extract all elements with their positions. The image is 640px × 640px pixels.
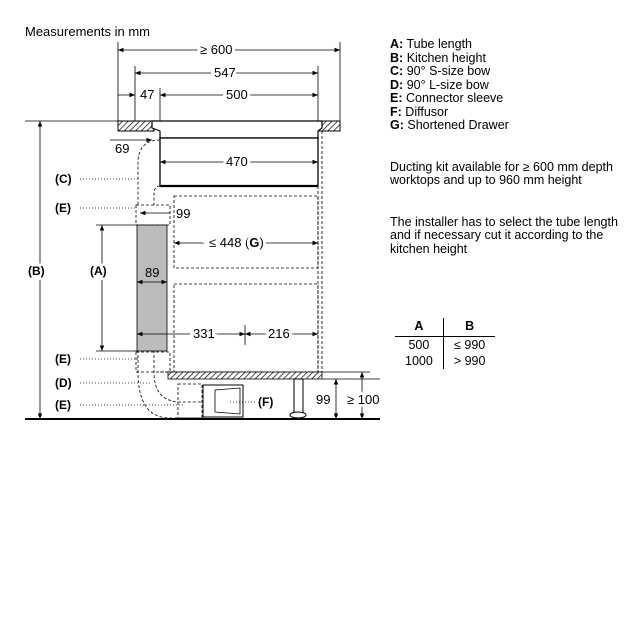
label-A: (A) — [90, 264, 107, 278]
plinth-panel — [168, 372, 322, 379]
dim-89: 89 — [145, 265, 160, 280]
table-header-A: A — [395, 318, 443, 337]
dim-500: 500 — [226, 87, 248, 102]
legend-text: 90° L-size bow — [406, 77, 489, 92]
legend-text: Kitchen height — [406, 50, 486, 65]
label-D: (D) — [55, 376, 72, 390]
dim-448 — [209, 235, 264, 250]
label-B: (B) — [28, 264, 45, 278]
legend-panel — [390, 38, 630, 256]
legend-key: D: — [390, 77, 404, 92]
legend-item — [390, 92, 630, 106]
dim-216: 216 — [268, 326, 290, 341]
legend-key: G: — [390, 118, 404, 132]
table-cell: 1000 — [395, 353, 443, 369]
tube — [137, 225, 167, 351]
dim-99-right: 99 — [316, 392, 331, 407]
dim-448-prefix: ≤ 448 ( — [209, 235, 250, 250]
label-E-bottom: (E) — [55, 398, 71, 412]
dim-99-top: 99 — [176, 206, 191, 221]
label-E-top: (E) — [55, 201, 71, 215]
table-cell: 500 — [395, 337, 443, 354]
leg-foot — [290, 412, 306, 418]
legend-key: E: — [390, 91, 403, 105]
cabinet-leg — [294, 379, 303, 413]
dim-100: ≥ 100 — [347, 392, 380, 407]
table-header-B: B — [443, 318, 495, 337]
dim-331: 331 — [193, 326, 215, 341]
table-row — [395, 353, 495, 369]
table-header-row — [395, 318, 495, 337]
dim-69: 69 — [115, 141, 130, 156]
legend-text: Connector sleeve — [405, 91, 504, 105]
dim-47: 47 — [140, 87, 155, 102]
legend-key: A: — [390, 37, 404, 51]
dim-448-suffix: ) — [259, 235, 264, 250]
legend-item — [390, 119, 630, 133]
legend-text: Tube length — [406, 37, 473, 51]
legend-item — [390, 65, 630, 79]
legend-text: 90° S-size bow — [406, 64, 491, 78]
dim-448-letter: G — [249, 235, 260, 250]
legend-key: B: — [390, 50, 404, 65]
legend-item — [390, 79, 630, 93]
note-ducting-kit: Ducting kit available for ≥ 600 mm depth worktops and up to 960 mm height — [390, 159, 613, 187]
label-C: (C) — [55, 172, 72, 186]
tube-length-table — [395, 318, 495, 369]
hob-body — [152, 121, 322, 138]
legend-item — [390, 38, 630, 52]
dim-600: ≥ 600 — [200, 42, 233, 57]
diagram-title: Measurements in mm — [25, 24, 150, 39]
table-cell: ≤ 990 — [454, 338, 486, 352]
note-installer: The installer has to select the tube length and if necessary cut it according to the kitchen height — [390, 214, 618, 256]
legend-text: Diffusor — [405, 104, 449, 119]
legend-item — [390, 106, 630, 120]
dim-470: 470 — [226, 154, 248, 169]
legend-key: F: — [390, 104, 402, 119]
label-E-mid: (E) — [55, 352, 71, 366]
worktop-left — [118, 121, 154, 131]
diffusor-vent-icon — [215, 388, 240, 414]
dim-547: 547 — [214, 65, 236, 80]
table-row — [395, 337, 495, 354]
label-F: (F) — [258, 395, 274, 409]
table-cell: > 990 — [453, 354, 486, 368]
legend-key: C: — [390, 64, 404, 78]
legend-text: Shortened Drawer — [407, 118, 509, 132]
legend-item — [390, 52, 630, 66]
